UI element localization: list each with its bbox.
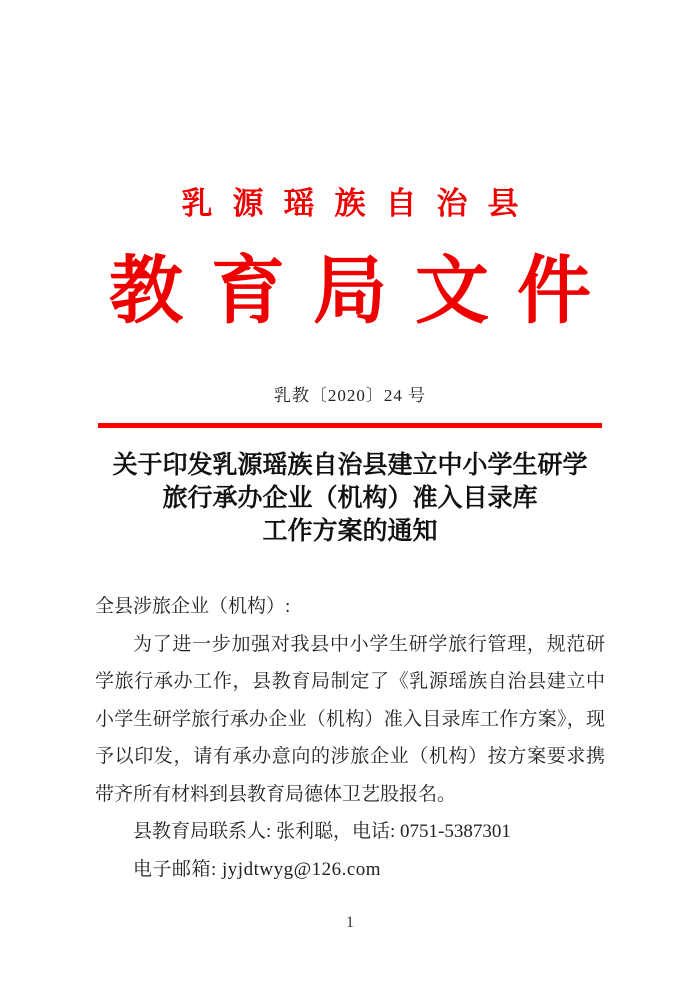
email-line: 电子邮箱: jyjdtwyg@126.com [133, 858, 382, 880]
document-body [95, 588, 605, 888]
document-title [0, 449, 700, 548]
letterhead-agency-name: 乳源瑶族自治县 [181, 186, 539, 221]
letterhead-department-name: 教育局文件 [109, 250, 619, 333]
salutation-line: 全县涉旅企业（机构）: [95, 596, 291, 618]
body-paragraph: 为了进一步加强对我县中小学生研学旅行管理，规范研学旅行承办工作，县教育局制定了《乳源瑶族自治县建立中小学生研学旅行承办企业（机构）准入目录库工作方案》，现予以印发，请有承办意向的涉旅企业（机构）按方案要求携带齐所有材料到县教育局德体卫艺股报名。 [95, 633, 605, 805]
contact-person-line: 县教育局联系人: 张利聪，电话: 0751-5387301 [133, 821, 511, 843]
document-title-line-2: 旅行承办企业（机构）准入目录库 [162, 485, 538, 513]
document-title-line-3: 工作方案的通知 [262, 518, 438, 546]
red-divider-rule [98, 423, 602, 428]
page-number: 1 [346, 914, 354, 931]
document-number: 乳教〔2020〕24 号 [273, 386, 427, 406]
document-title-line-1: 关于印发乳源瑶族自治县建立中小学生研学 [112, 452, 588, 480]
